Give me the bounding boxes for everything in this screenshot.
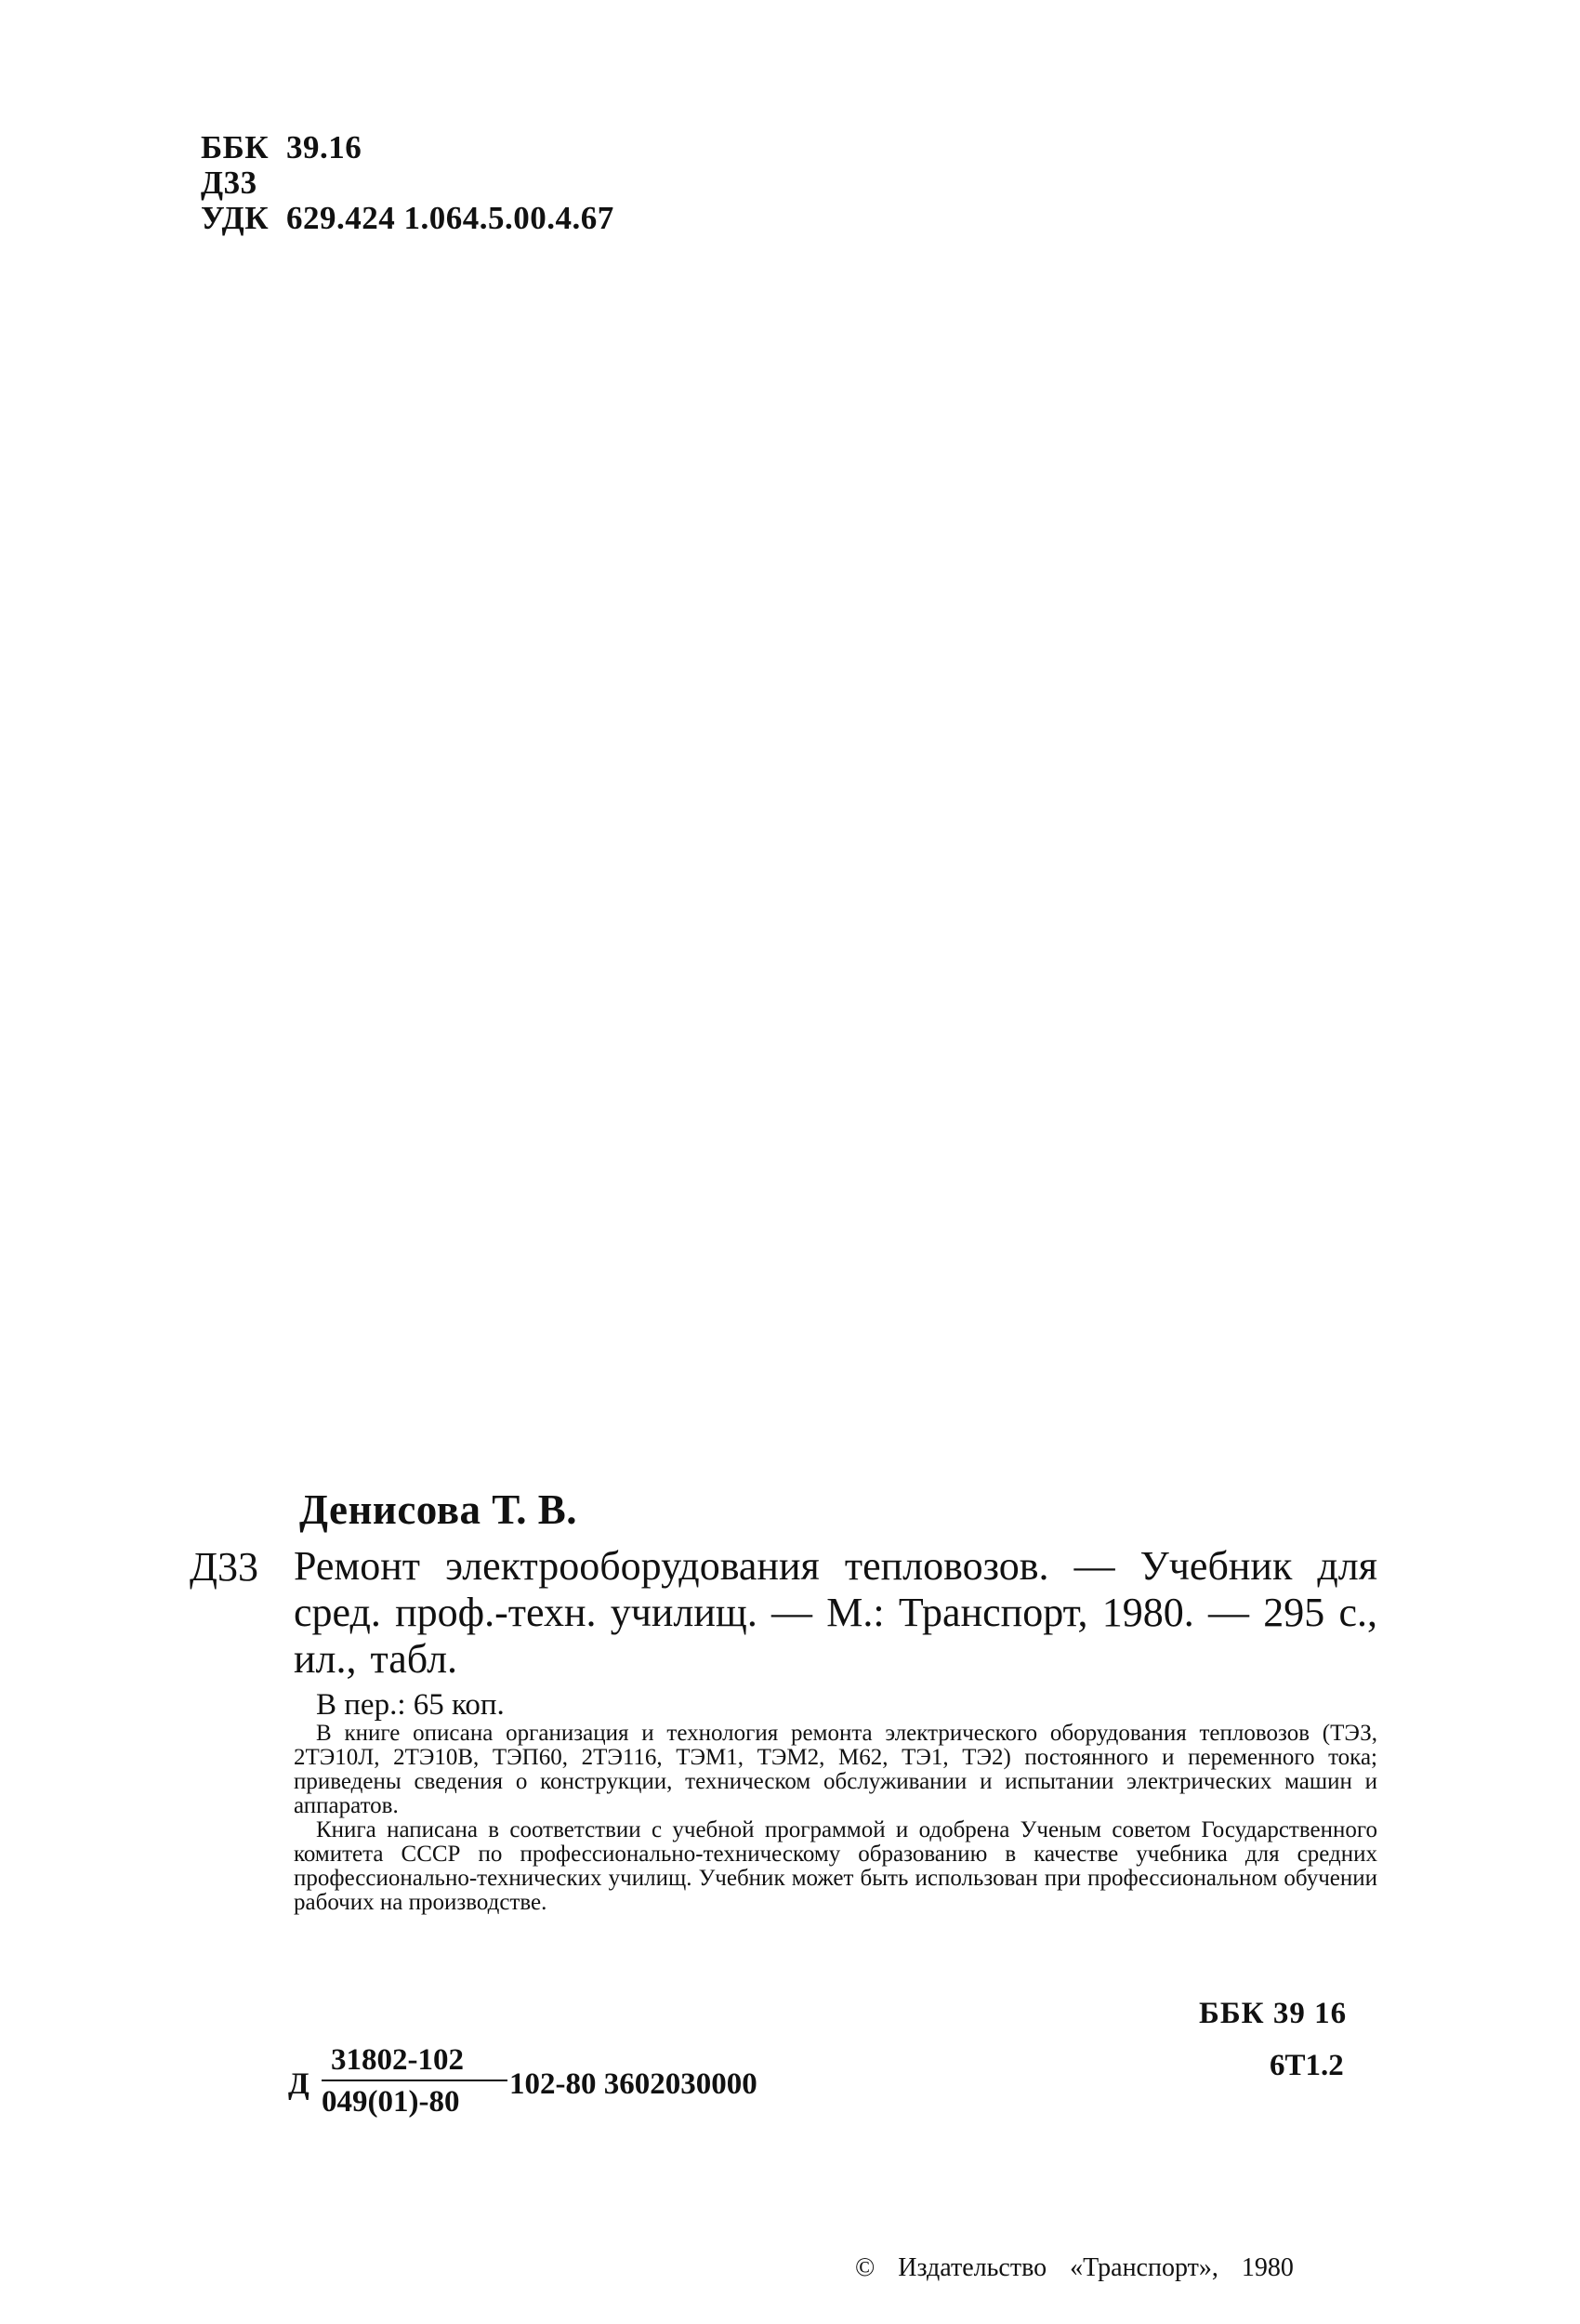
formula-denominator: 049(01)-80 bbox=[322, 2085, 460, 2119]
classification-block bbox=[201, 130, 614, 236]
copyright-notice: © Издательство «Транспорт», 1980 bbox=[855, 2253, 1294, 2282]
bbk-value: 39.16 bbox=[286, 129, 362, 165]
formula-prefix: Д bbox=[288, 2067, 309, 2101]
udk-row bbox=[201, 201, 614, 236]
price: В пер.: 65 коп. bbox=[316, 1688, 505, 1722]
catalog-code: Д33 bbox=[190, 1544, 259, 1590]
catalog-row bbox=[201, 165, 614, 201]
udk-value: 629.424 1.064.5.00.4.67 bbox=[286, 200, 614, 236]
bbk-label: ББК bbox=[201, 129, 270, 165]
formula-fraction bbox=[322, 2043, 507, 2119]
index-bottom: 6Т1.2 bbox=[1270, 2049, 1344, 2082]
author-name: Денисова Т. В. bbox=[299, 1486, 578, 1533]
annotation-paragraph-1: В книге описана организация и технология ремонта электрического оборудования тепловозов (ТЭЗ, 2ТЭ10Л, 2ТЭ10В, ТЭП60, 2ТЭ116, ТЭМ1, ТЭМ2, М62, ТЭ1, ТЭ2) постоянного и переменного тока; приведены сведения о конструкции, техническом обслуживании и испытании электрических машин и аппаратов. bbox=[294, 1721, 1377, 1818]
udk-label: УДК bbox=[201, 200, 270, 236]
bbk-row bbox=[201, 130, 614, 165]
formula-tail: 102-80 3602030000 bbox=[509, 2067, 757, 2101]
formula-numerator: 31802-102 bbox=[331, 2043, 464, 2077]
book-title: Ремонт электрооборудования тепловозов. — Учебник для сред. проф.-техн. училищ. — М.: Транспорт, 1980. — 295 с., ил., табл. bbox=[294, 1543, 1377, 1682]
annotation-paragraph-2: Книга написана в соответствии с учебной программой и одобрена Ученым советом Государственного комитета СССР по профессионально-техническому образованию в качестве учебника для средних профессионально-технических училищ. Учебник может быть использован при профессиональном обучении рабочих на производстве. bbox=[294, 1817, 1377, 1915]
bbk-bottom: ББК 39 16 bbox=[1199, 1997, 1348, 2030]
catalog-label: Д33 bbox=[201, 165, 257, 201]
formula-fraction-line bbox=[322, 2080, 507, 2081]
annotation bbox=[294, 1722, 1377, 1915]
